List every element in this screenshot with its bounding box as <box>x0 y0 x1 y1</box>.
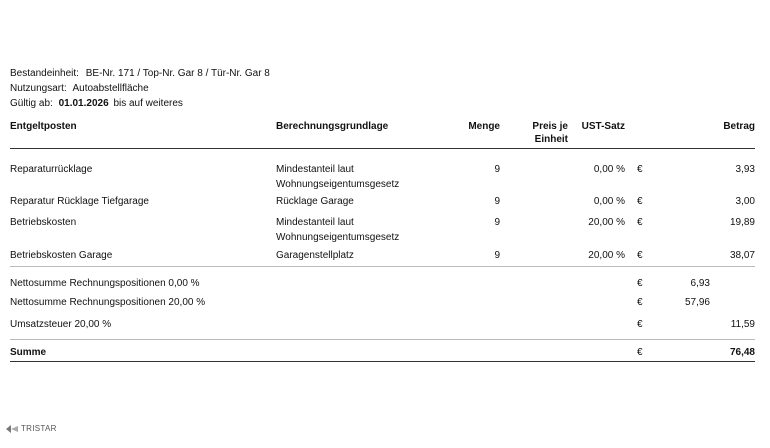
nutzungsart-label: Nutzungsart: <box>10 83 67 94</box>
totals-label: Nettosumme Rechnungspositionen 20,00 % <box>10 297 206 308</box>
row-betrag: 3,93 <box>735 164 755 175</box>
row-entgeltposten: Reparaturrücklage <box>10 164 93 175</box>
row-menge: 9 <box>494 164 500 175</box>
nutzungsart-line <box>10 82 149 96</box>
totals-currency: € <box>637 297 643 308</box>
bestandeinheit-label: Bestandeinheit: <box>10 68 79 79</box>
column-header-berechnungsgrundlage: Berechnungsgrundlage <box>276 121 389 132</box>
row-berechnung-line2: Wohnungseigentumsgesetz <box>276 232 400 243</box>
header-divider <box>10 148 755 149</box>
row-berechnung-line1: Garagenstellplatz <box>276 250 354 261</box>
column-header-preis-line2: Einheit <box>534 134 568 145</box>
bestandeinheit-value: BE-Nr. 171 / Top-Nr. Gar 8 / Tür-Nr. Gar 8 <box>85 68 270 79</box>
row-menge: 9 <box>494 217 500 228</box>
totals-currency: € <box>637 319 643 330</box>
row-currency: € <box>637 164 643 175</box>
tristar-logo <box>6 424 57 433</box>
row-menge: 9 <box>494 196 500 207</box>
summe-label: Summe <box>10 347 47 358</box>
row-entgeltposten: Betriebskosten Garage <box>10 250 113 261</box>
totals-subtotal: 57,96 <box>684 297 710 308</box>
column-header-ust-satz: UST-Satz <box>581 121 625 132</box>
summe-divider-top <box>10 339 755 340</box>
row-berechnung-line2: Wohnungseigentumsgesetz <box>276 179 400 190</box>
nutzungsart-value: Autoabstellfläche <box>72 83 149 94</box>
row-entgeltposten: Reparatur Rücklage Tiefgarage <box>10 196 149 207</box>
row-betrag: 3,00 <box>735 196 755 207</box>
column-header-preis-line1: Preis je <box>532 121 568 132</box>
bestandeinheit-line <box>10 67 270 81</box>
tristar-logo-text: TRISTAR <box>21 424 57 433</box>
gueltig-label: Gültig ab: <box>10 98 53 109</box>
totals-label: Nettosumme Rechnungspositionen 0,00 % <box>10 278 200 289</box>
row-berechnung-line1: Mindestanteil laut <box>276 164 354 175</box>
gueltig-line <box>10 97 183 111</box>
summe-betrag: 76,48 <box>729 347 755 358</box>
row-currency: € <box>637 250 643 261</box>
row-menge: 9 <box>494 250 500 261</box>
totals-betrag: 11,59 <box>730 319 755 330</box>
totals-currency: € <box>637 278 643 289</box>
column-header-entgeltposten: Entgeltposten <box>10 121 77 132</box>
gueltig-suffix: bis auf weiteres <box>113 98 183 109</box>
gueltig-date: 01.01.2026 <box>58 98 109 109</box>
column-header-betrag: Betrag <box>723 121 755 132</box>
row-berechnung-line1: Mindestanteil laut <box>276 217 354 228</box>
row-currency: € <box>637 196 643 207</box>
summe-currency: € <box>637 347 643 358</box>
row-entgeltposten: Betriebskosten <box>10 217 77 228</box>
row-betrag: 38,07 <box>729 250 755 261</box>
column-header-menge: Menge <box>468 121 500 132</box>
tristar-logo-icon <box>6 425 18 433</box>
row-ust: 20,00 % <box>588 250 625 261</box>
row-ust: 20,00 % <box>588 217 625 228</box>
rows-divider <box>10 266 755 267</box>
totals-label: Umsatzsteuer 20,00 % <box>10 319 112 330</box>
summe-divider-bottom <box>10 361 755 362</box>
totals-subtotal: 6,93 <box>690 278 710 289</box>
row-betrag: 19,89 <box>729 217 755 228</box>
row-ust: 0,00 % <box>593 196 625 207</box>
row-berechnung-line1: Rücklage Garage <box>276 196 354 207</box>
row-currency: € <box>637 217 643 228</box>
row-ust: 0,00 % <box>593 164 625 175</box>
